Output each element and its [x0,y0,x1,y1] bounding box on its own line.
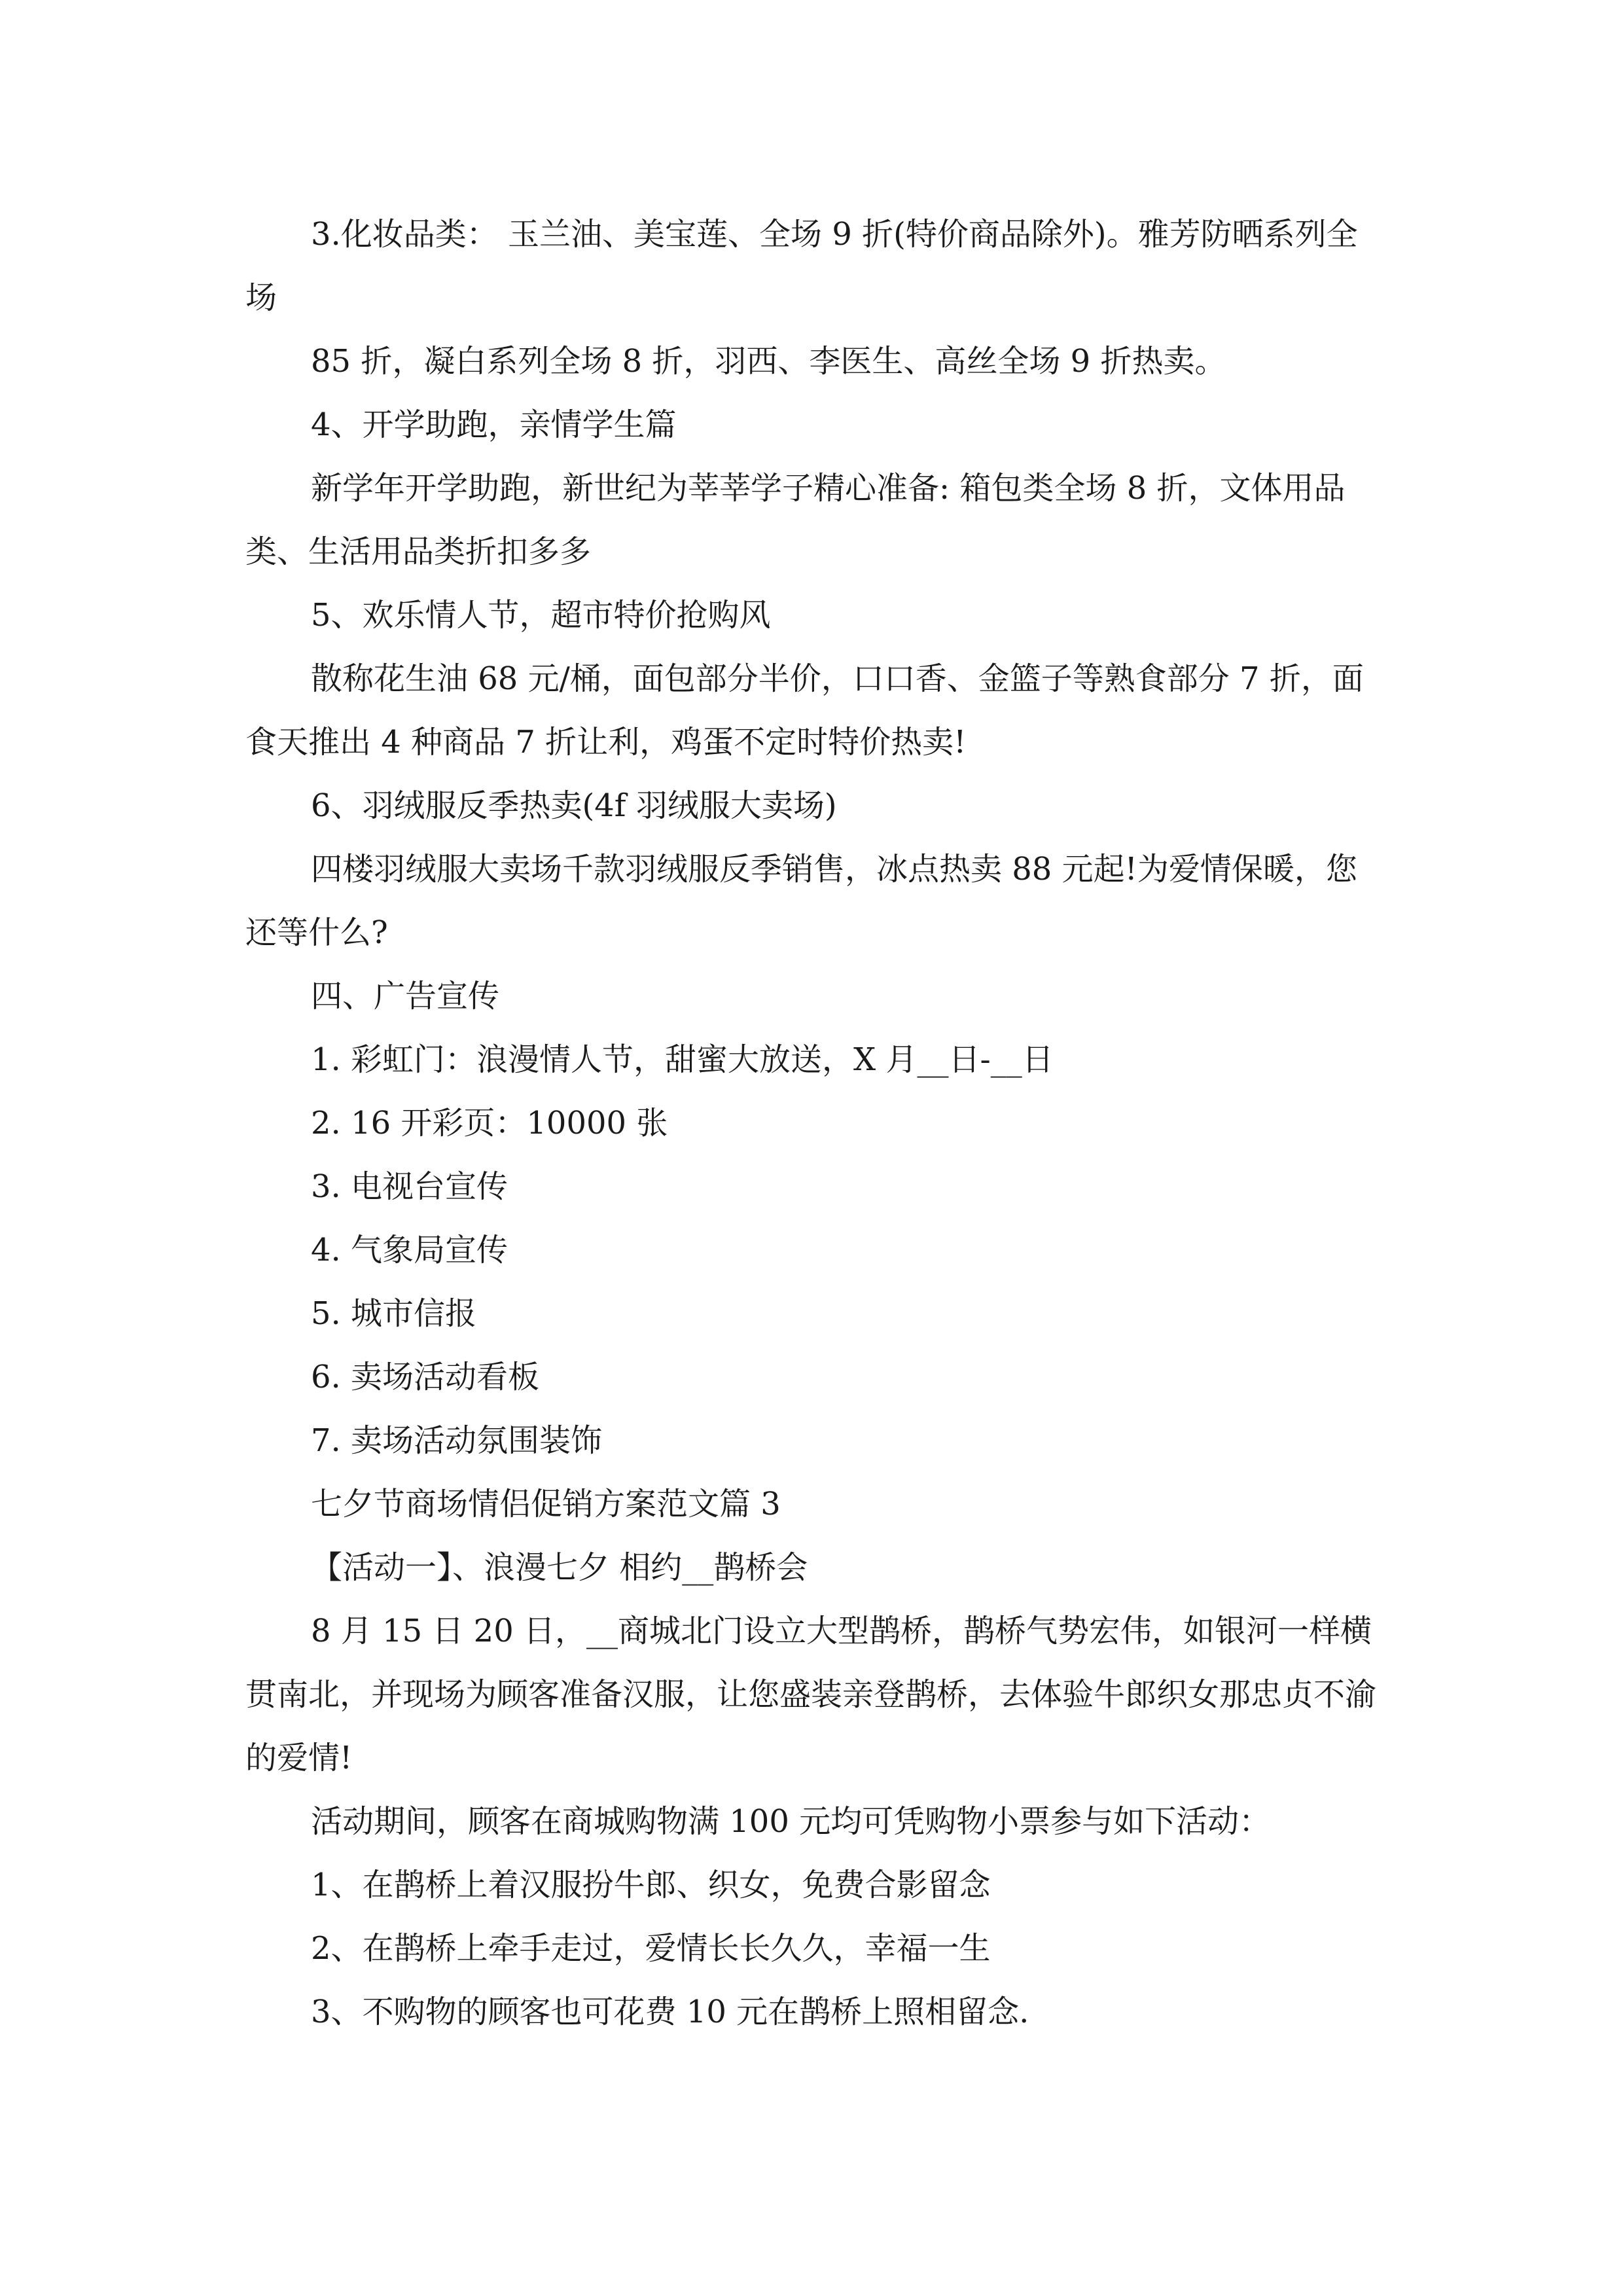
list-item: 1、在鹊桥上着汉服扮牛郎、织女，免费合影留念 [311,1867,991,1903]
list-item: 4. 气象局宣传 [311,1232,508,1268]
section-heading-advertising: 四、广告宣传 [311,978,500,1014]
article-title: 七夕节商场情侣促销方案范文篇 3 [311,1486,781,1522]
paragraph-cosmetics-continued: 85 折，凝白系列全场 8 折，羽西、李医生、高丝全场 9 折热卖。 [311,343,1226,380]
paragraph-magpie-bridge: 8 月 15 日 20 日，__商城北门设立大型鹊桥，鹊桥气势宏伟，如银河一样横贯南北，并现场为顾客准备汉服，让您盛装亲登鹊桥，去体验牛郎织女那忠贞不渝的爱情! [245,1613,1377,1776]
list-item: 7. 卖场活动氛围装饰 [311,1422,603,1459]
paragraph-students: 新学年开学助跑，新世纪为莘莘学子精心准备: 箱包类全场 8 折，文体用品类、生活用品类折扣多多 [245,470,1346,570]
paragraph-heading-students: 4、开学助跑，亲情学生篇 [311,406,677,443]
paragraph-heading-valentines: 5、欢乐情人节，超市特价抢购风 [311,597,771,634]
list-item: 3. 电视台宣传 [311,1168,508,1205]
paragraph-supermarket: 散称花生油 68 元/桶，面包部分半价，口口香、金篮子等熟食部分 7 折，面食天推出 4 种商品 7 折让利，鸡蛋不定时特价热卖! [245,660,1364,761]
document-body [245,203,1381,2044]
activity-heading: 【活动一】、浪漫七夕 相约__鹊桥会 [311,1549,808,1586]
paragraph-down-jackets: 四楼羽绒服大卖场千款羽绒服反季销售，冰点热卖 88 元起!为爱情保暖，您还等什么? [245,851,1357,951]
list-item: 5. 城市信报 [311,1295,477,1332]
list-item: 6. 卖场活动看板 [311,1359,540,1395]
list-item: 1. 彩虹门：浪漫情人节，甜蜜大放送，X 月__日-__日 [311,1041,1054,1078]
paragraph-cosmetics: 3.化妆品类： 玉兰油、美宝莲、全场 9 折(特价商品除外)。雅芳防晒系列全场 [245,216,1358,316]
list-item: 2、在鹊桥上牵手走过，爱情长长久久，幸福一生 [311,1930,991,1967]
list-item: 2. 16 开彩页：10000 张 [311,1105,668,1141]
paragraph-activity-intro: 活动期间，顾客在商城购物满 100 元均可凭购物小票参与如下活动： [311,1803,1271,1840]
list-item: 3、不购物的顾客也可花费 10 元在鹊桥上照相留念. [311,1994,1029,2030]
paragraph-heading-down-jackets: 6、羽绒服反季热卖(4f 羽绒服大卖场) [311,787,837,824]
